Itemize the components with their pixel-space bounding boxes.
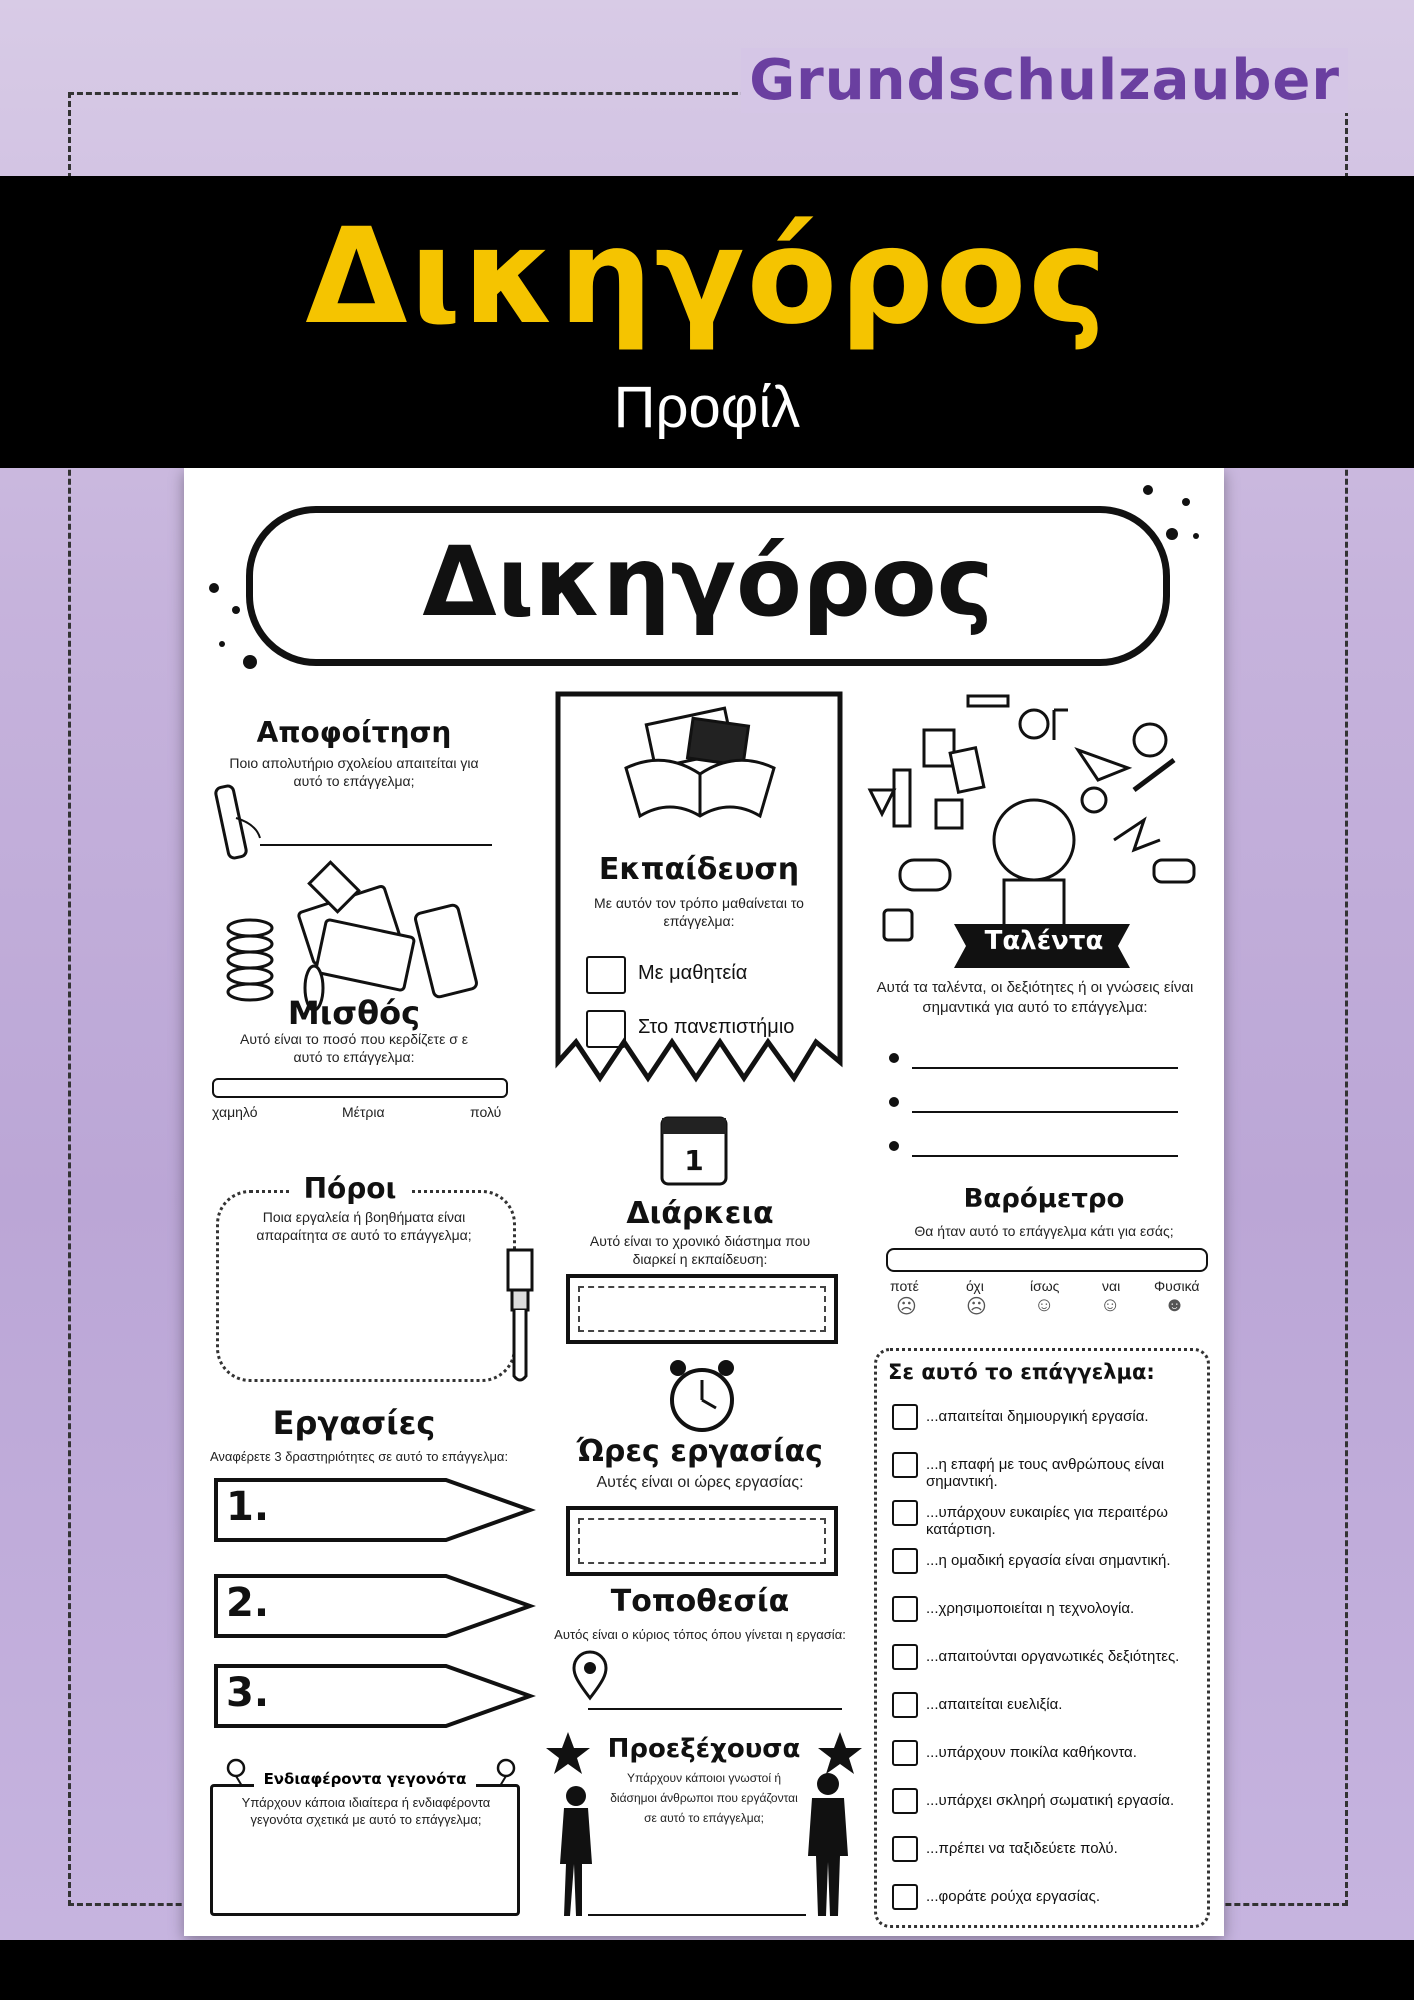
job-item-3: ...υπάρχουν ευκαιρίες για περαιτέρω κατάρτιση. <box>926 1504 1168 1538</box>
duration-heading: Διάρκεια <box>626 1196 774 1231</box>
talents-doodles-icon <box>864 690 1204 950</box>
famous-answer-line[interactable] <box>588 1914 806 1916</box>
job-checkbox-8[interactable] <box>892 1740 918 1766</box>
barometer-text: Θα ήταν αυτό το επάγγελμα κάτι για εσάς; <box>914 1223 1174 1239</box>
famous-text: Υπάρχουν κάποιοι γνωστοί ή διάσημοι άνθρωποι που εργάζονται σε αυτό το επάγγελμα; <box>610 1771 798 1825</box>
barometer-scale-bar[interactable] <box>886 1248 1208 1272</box>
famous-heading: Προεξέχουσα <box>607 1734 801 1764</box>
alarm-clock-icon <box>666 1356 738 1436</box>
job-checkbox-10[interactable] <box>892 1836 918 1862</box>
brush-icon <box>500 1248 540 1388</box>
tasks-text: Αναφέρετε 3 δραστηριότητες σε αυτό το επάγγελμα: <box>209 1449 509 1464</box>
job-checkbox-9[interactable] <box>892 1788 918 1814</box>
job-item-7: ...απαιτείται ευελιξία. <box>926 1696 1063 1713</box>
task-number-2: 2. <box>226 1580 270 1626</box>
job-checkbox-11[interactable] <box>892 1884 918 1910</box>
task-number-3: 3. <box>226 1670 270 1716</box>
facts-text: Υπάρχουν κάποια ιδιαίτερα ή ενδιαφέροντα γεγονότα σχετικά με αυτό το επάγγελμα; <box>241 1795 491 1827</box>
barometer-never: ποτέ <box>890 1278 919 1294</box>
resources-heading: Πόροι <box>290 1172 410 1205</box>
job-item-1: ...απαιτείται δημιουργική εργασία. <box>926 1408 1149 1425</box>
woman-silhouette-icon <box>556 1784 596 1918</box>
sheet-title: Δικηγόρος <box>422 526 994 638</box>
job-item-9: ...υπάρχει σκληρή σωματική εργασία. <box>926 1792 1175 1809</box>
location-text: Αυτός είναι ο κύριος τόπος όπου γίνεται η εργασία: <box>554 1627 846 1642</box>
job-item-5: ...χρησιμοποιείται η τεχνολογία. <box>926 1600 1135 1617</box>
pin-icons <box>220 1758 520 1788</box>
duration-answer-box[interactable] <box>566 1274 838 1344</box>
job-checkbox-4[interactable] <box>892 1548 918 1574</box>
location-answer-line[interactable] <box>588 1708 842 1710</box>
very-happy-face-icon: ☻ <box>1164 1294 1186 1316</box>
brand-logo: Grundschulzauber <box>741 48 1348 113</box>
talents-answer-lines[interactable] <box>888 1048 1188 1168</box>
job-checkbox-6[interactable] <box>892 1644 918 1670</box>
diploma-icon <box>214 780 264 864</box>
graduation-heading: Αποφοίτηση <box>256 716 452 749</box>
university-checkbox[interactable] <box>586 1010 626 1048</box>
hours-heading: Ώρες εργασίας <box>577 1434 823 1469</box>
salary-scale-high: πολύ <box>470 1104 502 1120</box>
duration-text: Αυτό είναι το χρονικό διάστημα που διαρκεί η εκπαίδευση: <box>589 1233 811 1267</box>
job-item-11: ...φοράτε ρούχα εργασίας. <box>926 1888 1100 1905</box>
banner-subtitle: Προφίλ <box>613 375 801 440</box>
graduation-answer-line[interactable] <box>260 844 492 846</box>
hours-text: Αυτές είναι οι ώρες εργασίας: <box>596 1474 804 1491</box>
task-number-1: 1. <box>226 1484 270 1530</box>
man-silhouette-icon <box>806 1772 852 1918</box>
apprenticeship-checkbox[interactable] <box>586 956 626 994</box>
barometer-maybe: ίσως <box>1030 1278 1060 1294</box>
job-checklist-heading: Σε αυτό το επάγγελμα: <box>888 1360 1155 1384</box>
happy-face-icon: ☺ <box>1100 1294 1121 1316</box>
salary-scale-mid: Μέτρια <box>342 1104 385 1120</box>
job-checkbox-7[interactable] <box>892 1692 918 1718</box>
job-item-2: ...η επαφή με τους ανθρώπους είναι σημαντική. <box>926 1456 1165 1490</box>
talents-text: Αυτά τα ταλέντα, οι δεξιότητες ή οι γνώσεις είναι σημαντικά για αυτό το επάγγελμα: <box>876 979 1194 1016</box>
location-heading: Τοποθεσία <box>610 1584 790 1619</box>
education-text: Με αυτόν τον τρόπο μαθαίνεται το επάγγελμα: <box>594 895 804 929</box>
job-checkbox-1[interactable] <box>892 1404 918 1430</box>
graduation-text: Ποιο απολυτήριο σχολείου απαιτείται για αυτό το επάγγελμα; <box>229 755 479 789</box>
facts-heading: Ενδιαφέροντα γεγονότα <box>254 1770 476 1788</box>
salary-text: Αυτό είναι το ποσό που κερδίζετε σ ε αυτό το επάγγελμα: <box>240 1031 468 1065</box>
salary-heading: Μισθός <box>287 994 421 1032</box>
hours-answer-box[interactable] <box>566 1506 838 1576</box>
education-heading: Εκπαίδευση <box>598 852 800 887</box>
barometer-heading: Βαρόμετρο <box>963 1184 1125 1214</box>
resources-text: Ποια εργαλεία ή βοηθήματα είναι απαραίτητα σε αυτό το επάγγελμα; <box>256 1209 472 1243</box>
job-item-10: ...πρέπει να ταξιδεύετε πολύ. <box>926 1840 1118 1857</box>
barometer-no: όχι <box>966 1278 984 1294</box>
banner-title: Δικηγόρος <box>305 200 1109 354</box>
job-checkbox-5[interactable] <box>892 1596 918 1622</box>
barometer-yes: ναι <box>1102 1278 1121 1294</box>
neutral-face-icon: ☺ <box>1034 1294 1055 1316</box>
worksheet-page <box>184 468 1224 1936</box>
bottom-bar <box>0 1940 1414 2000</box>
svg-text:1: 1 <box>684 1144 704 1177</box>
location-pin-icon <box>572 1652 608 1702</box>
apprenticeship-label: Με μαθητεία <box>638 962 748 984</box>
talents-heading: Ταλέντα <box>984 926 1104 956</box>
decor-dots <box>184 468 1224 688</box>
job-checkbox-3[interactable] <box>892 1500 918 1526</box>
salary-scale-bar[interactable] <box>212 1078 508 1098</box>
job-checkbox-2[interactable] <box>892 1452 918 1478</box>
sad-face-icon: ☹ <box>896 1296 917 1318</box>
calendar-icon <box>656 1108 734 1190</box>
job-item-8: ...υπάρχουν ποικίλα καθήκοντα. <box>926 1744 1137 1761</box>
job-item-6: ...απαιτούνται οργανωτικές δεξιότητες. <box>926 1648 1180 1665</box>
tasks-heading: Εργασίες <box>272 1404 436 1442</box>
barometer-of-course: Φυσικά <box>1154 1278 1200 1294</box>
job-item-4: ...η ομαδική εργασία είναι σημαντική. <box>926 1552 1171 1569</box>
books-icon <box>620 712 780 822</box>
unhappy-face-icon: ☹ <box>966 1296 987 1318</box>
salary-scale-low: χαμηλό <box>212 1104 258 1120</box>
university-label: Στο πανεπιστήμιο <box>638 1016 795 1038</box>
